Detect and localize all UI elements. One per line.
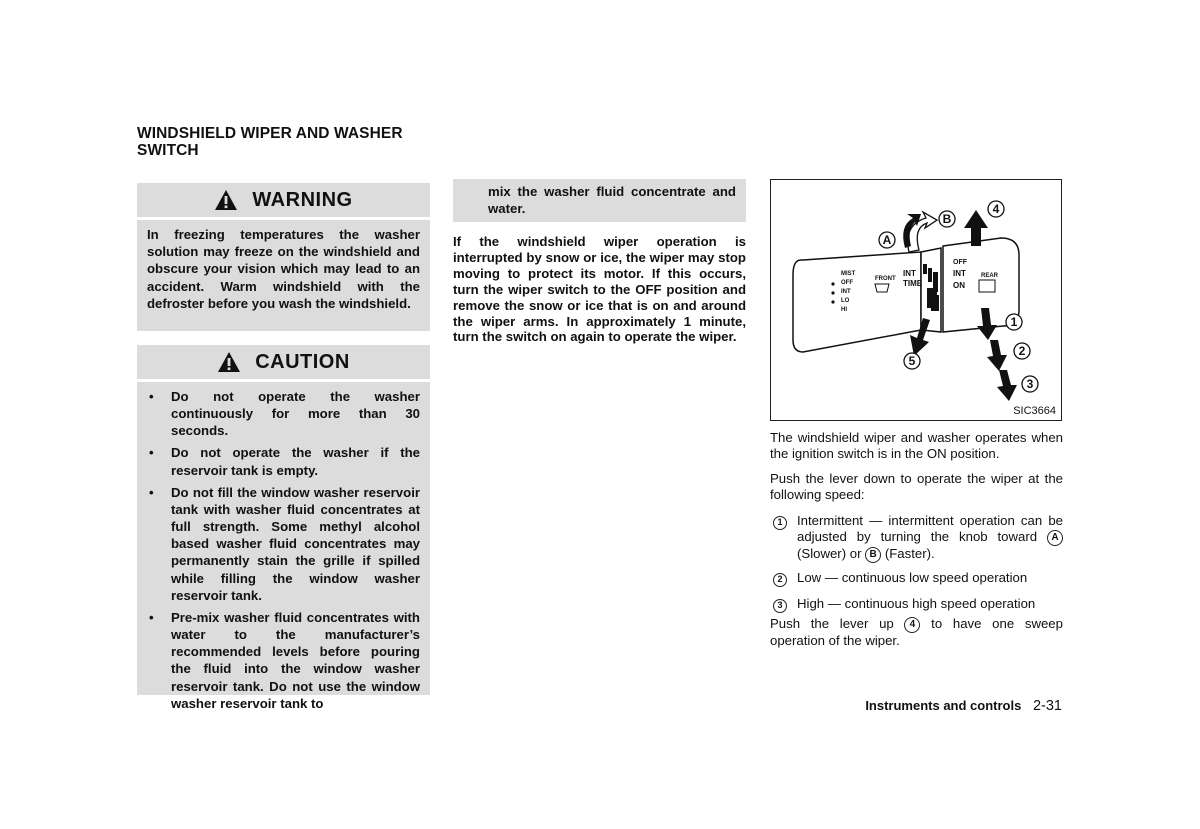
caution-box (137, 345, 430, 711)
arrow-down-3-icon (997, 370, 1017, 401)
svg-text:INT: INT (841, 289, 851, 295)
list-item (770, 596, 1063, 612)
svg-text:ON: ON (953, 281, 965, 290)
wiper-lever-diagram (771, 180, 1061, 420)
warning-title: WARNING (252, 188, 353, 211)
list-item (770, 570, 1063, 586)
svg-text:INT: INT (953, 269, 966, 278)
divider (137, 379, 430, 382)
item-text: Intermittent — intermittent operation can be adjusted by turning the knob toward (797, 513, 1063, 544)
svg-text:2: 2 (1018, 344, 1026, 358)
svg-text:4: 4 (992, 202, 1000, 216)
warning-header (137, 183, 430, 217)
item-text: High — continuous high speed operation (797, 596, 1036, 611)
svg-text:MIST: MIST (841, 271, 856, 277)
svg-text:INT: INT (903, 269, 916, 278)
svg-text:3: 3 (1026, 377, 1034, 391)
caution-continuation-text: mix the washer fluid concentrate and water. (488, 184, 736, 217)
svg-text:B: B (942, 212, 952, 226)
svg-text:FRONT: FRONT (875, 276, 896, 282)
page-footer (780, 698, 1062, 714)
svg-text:REAR: REAR (981, 273, 999, 279)
number-3-icon: 3 (773, 599, 787, 613)
lever-body (793, 252, 921, 352)
letter-b-icon: B (865, 547, 881, 563)
number-1-icon: 1 (773, 516, 787, 530)
warning-triangle-icon (217, 351, 241, 373)
warning-box (137, 183, 430, 331)
page-number: 2-31 (1032, 698, 1062, 714)
list-item: • Pre-mix washer fluid concentrates with water to the manufacturer’s recommended levels before pouring the fluid into the window washer reservoir tank. Do not use the window washer reservoir tank to (149, 609, 420, 711)
svg-text:A: A (882, 233, 892, 247)
caution-header (137, 345, 430, 379)
svg-text:OFF: OFF (953, 259, 967, 266)
item-text: Low — continuous low speed operation (797, 570, 1028, 585)
svg-text:OFF: OFF (841, 280, 853, 286)
warning-text: In freezing temperatures the washer solution may freeze on the windshield and obscure your vision which may lead to an accident. Warm windshield with the defroster before you wash the windshield. (147, 227, 420, 311)
number-2-icon: 2 (773, 573, 787, 587)
svg-text:HI: HI (841, 307, 847, 313)
caution-title: CAUTION (255, 350, 350, 373)
list-item: • Do not operate the washer if the reservoir tank is empty. (149, 445, 420, 478)
list-item: • Do not operate the washer continuously for more than 30 seconds. (149, 389, 420, 439)
item-text: (Faster). (884, 546, 935, 561)
push-up-paragraph: Push the lever up 4 to have one sweep operation of the wiper. (770, 616, 1063, 648)
ignition-paragraph: The windshield wiper and washer operates when the ignition switch is in the ON position. (770, 430, 1063, 461)
section-title: WINDSHIELD WIPER AND WASHER SWITCH (137, 125, 403, 159)
svg-text:TIME: TIME (903, 279, 923, 288)
warning-triangle-icon (214, 189, 238, 211)
divider (137, 217, 430, 220)
chapter-title: Instruments and controls (865, 698, 1022, 713)
wiper-lever-figure (770, 179, 1062, 421)
arrow-down-2-icon (987, 340, 1007, 371)
push-down-paragraph: Push the lever down to operate the wiper at the following speed: (770, 471, 1063, 502)
snow-ice-paragraph: If the windshield wiper operation is interrupted by snow or ice, the wiper may stop moving to protect its motor. If this occurs, turn the wiper switch to the OFF position and remove the snow or ice that is on and around the wiper arms. In approximately 1 minute, turn the switch on again to operate the wiper. (453, 234, 746, 345)
letter-a-icon: A (1047, 530, 1063, 546)
number-4-icon: 4 (904, 617, 920, 633)
arrow-b-icon (908, 212, 937, 252)
svg-text:LO: LO (841, 298, 850, 304)
caution-continuation-box (453, 179, 746, 222)
svg-text:5: 5 (908, 354, 916, 368)
figure-code: SIC3664 (1013, 405, 1056, 417)
list-item (770, 513, 1063, 563)
list-item: • Do not fill the window washer reservoir tank with washer fluid concentrates at full strength. Some methyl alcohol based washer fluid concentrates may permanently stain the grille if spilled while filling the window washer reservoir tank. (149, 484, 420, 603)
item-text: (Slower) or (797, 546, 862, 561)
caution-list (147, 388, 420, 717)
svg-text:1: 1 (1010, 315, 1018, 329)
